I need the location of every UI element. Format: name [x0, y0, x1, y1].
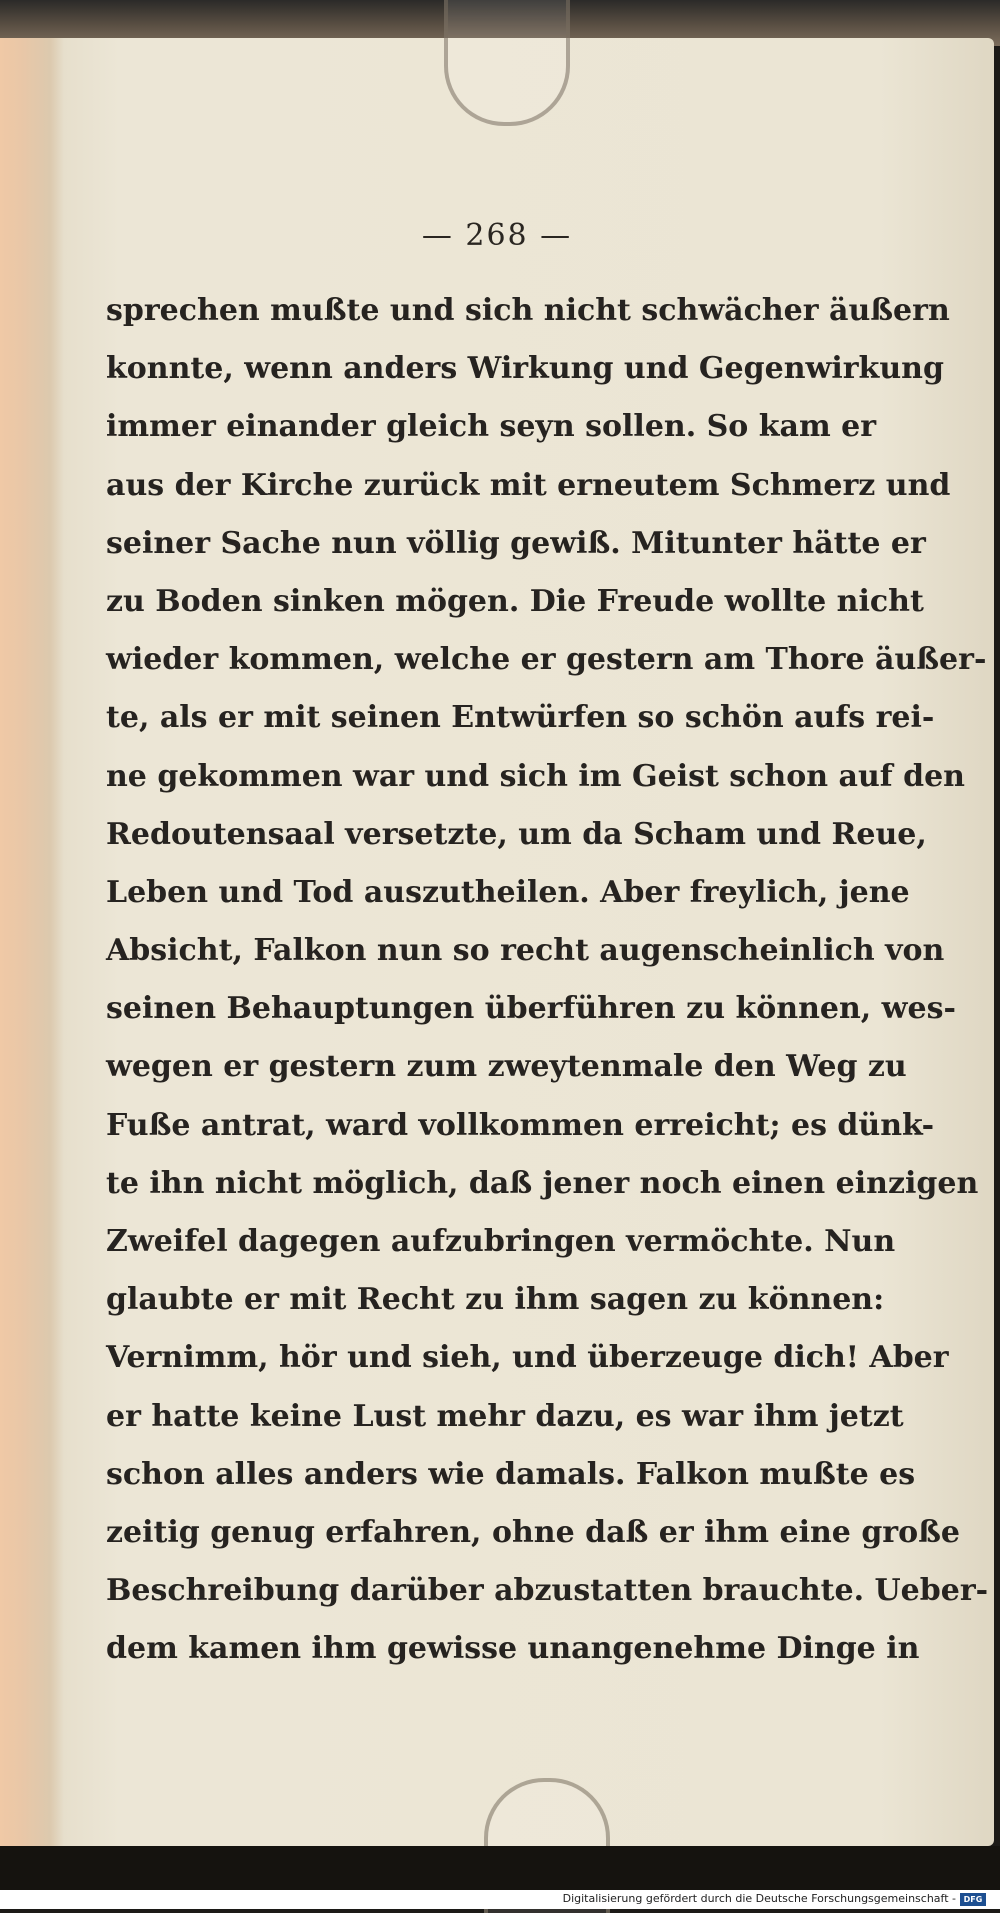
- text-line: zu Boden sinken mögen. Die Freude wollte nicht: [106, 583, 924, 619]
- text-line: Leben und Tod auszutheilen. Aber freylich, jene: [106, 874, 910, 910]
- text-line: seinen Behauptungen überführen zu können, wes-: [106, 991, 956, 1027]
- text-line: te, als er mit seinen Entwürfen so schön aufs rei-: [106, 700, 935, 736]
- text-line: dem kamen ihm gewisse unangenehme Dinge in: [106, 1631, 920, 1667]
- text-line: konnte, wenn anders Wirkung und Gegenwirkung: [106, 351, 944, 387]
- text-line: zeitig genug erfahren, ohne daß er ihm eine große: [106, 1514, 960, 1550]
- text-line: immer einander gleich seyn sollen. So kam er: [106, 409, 877, 445]
- text-line: seiner Sache nun völlig gewiß. Mitunter hätte er: [106, 525, 926, 561]
- body-text: [106, 282, 989, 1679]
- text-line: aus der Kirche zurück mit erneutem Schmerz und: [106, 467, 951, 503]
- digitization-footer: [0, 1890, 1000, 1909]
- page-clip-top: [444, 0, 570, 126]
- text-line: Beschreibung darüber abzustatten brauchte. Ueber-: [106, 1573, 989, 1609]
- text-line: ne gekommen war und sich im Geist schon auf den: [106, 758, 965, 794]
- text-line: wegen er gestern zum zweytenmale den Weg zu: [106, 1049, 907, 1085]
- page-header: — 268 —: [421, 218, 573, 253]
- text-line: Redoutensaal versetzte, um da Scham und Reue,: [106, 816, 927, 852]
- text-line: Vernimm, hör und sieh, und überzeuge dich! Aber: [106, 1340, 949, 1376]
- text-line: sprechen mußte und sich nicht schwächer äußern: [106, 293, 950, 328]
- text-line: Absicht, Falkon nun so recht augenscheinlich von: [106, 933, 945, 969]
- text-line: glaubte er mit Recht zu ihm sagen zu können:: [106, 1282, 885, 1318]
- bottom-book-edge: [0, 1846, 1000, 1890]
- text-line: schon alles anders wie damals. Falkon mußte es: [106, 1456, 916, 1492]
- text-line: Fuße antrat, ward vollkommen erreicht; es dünk-: [106, 1107, 935, 1143]
- funding-credit: Digitalisierung gefördert durch die Deutsche Forschungsgemeinschaft -: [562, 1892, 956, 1905]
- text-line: wieder kommen, welche er gestern am Thore äußer-: [106, 642, 987, 678]
- dfg-logo: DFG: [960, 1893, 986, 1906]
- page-left-edge: [0, 38, 64, 1846]
- text-line: Zweifel dagegen aufzubringen vermöchte. Nun: [106, 1224, 896, 1259]
- text-line: er hatte keine Lust mehr dazu, es war ihm jetzt: [106, 1398, 904, 1434]
- text-line: te ihn nicht möglich, daß jener noch einen einzigen: [106, 1165, 979, 1201]
